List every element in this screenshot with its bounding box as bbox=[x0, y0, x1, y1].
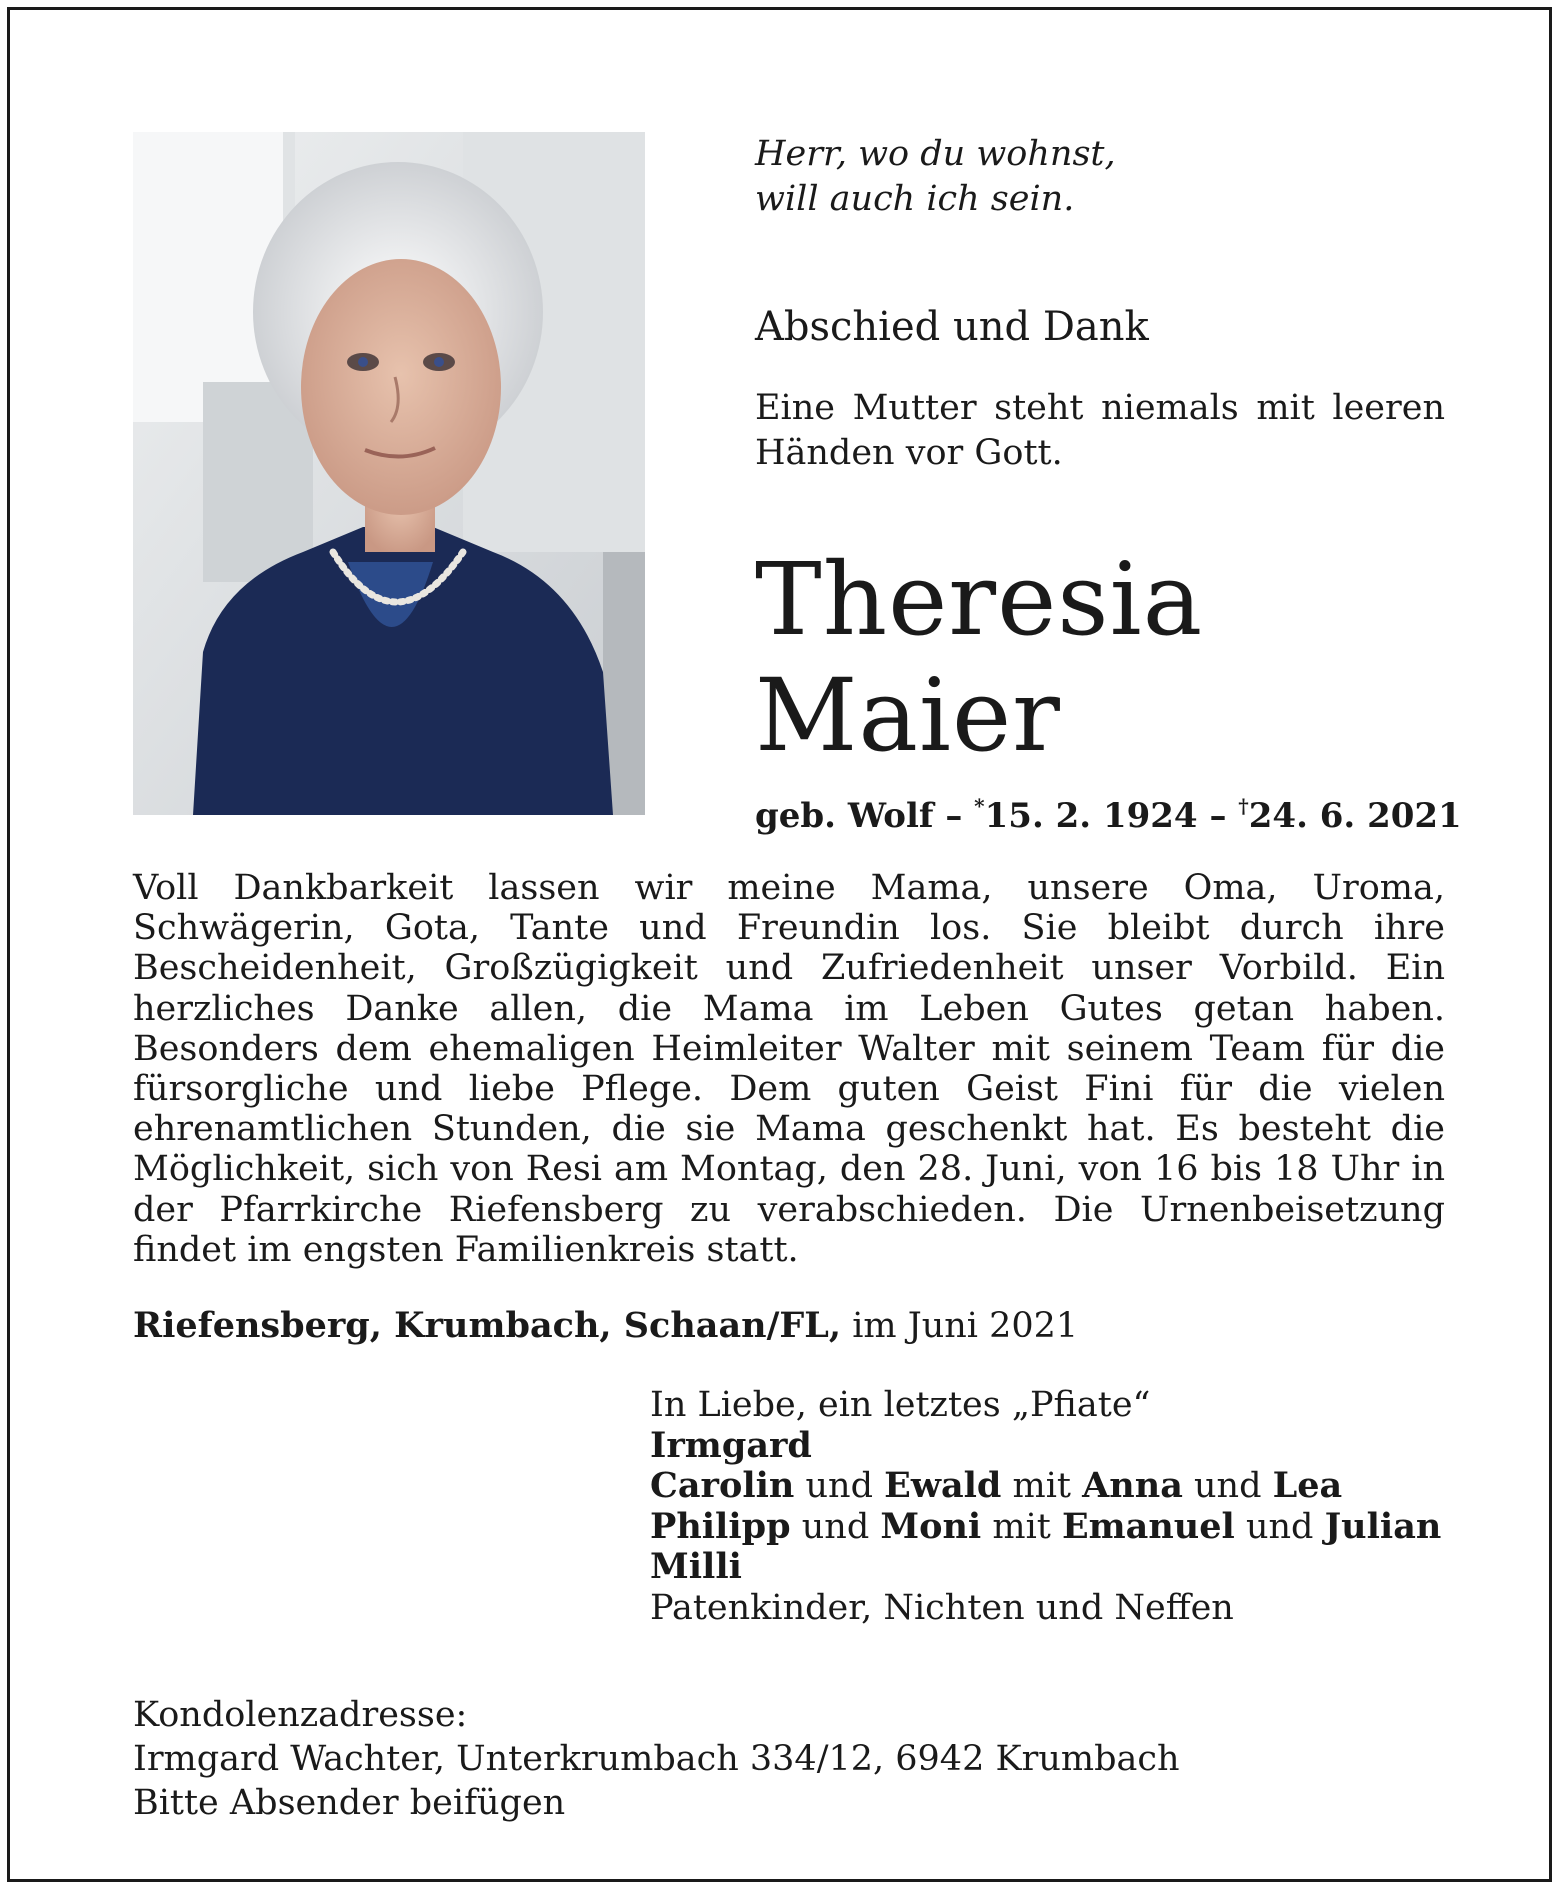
quote: Eine Mutter steht niemals mit leeren Händen vor Gott. bbox=[755, 388, 1445, 473]
signature-row bbox=[650, 1466, 1450, 1507]
family-name: Lea bbox=[1272, 1465, 1343, 1506]
connector: und bbox=[1245, 1506, 1314, 1547]
death-symbol: † bbox=[1238, 794, 1249, 818]
signatures bbox=[650, 1385, 1450, 1628]
farewell-title: Abschied und Dank bbox=[755, 304, 1149, 350]
signature-row bbox=[650, 1507, 1450, 1548]
deceased-name bbox=[755, 542, 1203, 774]
separator: – bbox=[945, 796, 963, 836]
motto bbox=[755, 132, 1355, 222]
separator: – bbox=[1209, 796, 1227, 836]
birth-name: geb. Wolf bbox=[755, 796, 934, 836]
family-name: Ewald bbox=[884, 1465, 1002, 1506]
family-name: Milli bbox=[650, 1546, 742, 1587]
signatures-others: Patenkinder, Nichten und Neffen bbox=[650, 1587, 1234, 1628]
condolence-note: Bitte Absender beifügen bbox=[133, 1783, 566, 1823]
death-date: 24. 6. 2021 bbox=[1248, 796, 1462, 836]
connector: und bbox=[805, 1466, 873, 1506]
first-name: Theresia bbox=[755, 541, 1204, 658]
connector: und bbox=[1194, 1466, 1262, 1506]
condolence-label: Kondolenzadresse: bbox=[133, 1695, 468, 1735]
connector: und bbox=[801, 1506, 870, 1547]
place-date-line bbox=[133, 1303, 1078, 1349]
portrait-photo bbox=[133, 132, 645, 815]
last-name: Maier bbox=[755, 657, 1061, 774]
signatures-intro: In Liebe, ein letztes „Pfiate“ bbox=[650, 1385, 1151, 1425]
month-year: im Juni 2021 bbox=[852, 1306, 1079, 1346]
motto-line-2: will auch ich sein. bbox=[755, 179, 1075, 219]
obituary-notice bbox=[7, 7, 1552, 1882]
family-name: Emanuel bbox=[1061, 1505, 1235, 1547]
signature-row bbox=[650, 1547, 1450, 1588]
family-name: Irmgard bbox=[650, 1424, 812, 1466]
condolence-address-line: Irmgard Wachter, Unterkrumbach 334/12, 6942 Krumbach bbox=[133, 1739, 1180, 1779]
family-name: Carolin bbox=[650, 1465, 795, 1506]
family-name: Julian bbox=[1324, 1505, 1442, 1547]
life-dates bbox=[755, 784, 1462, 838]
family-name: Moni bbox=[880, 1505, 982, 1547]
connector: mit bbox=[992, 1506, 1051, 1547]
places: Riefensberg, Krumbach, Schaan/FL, bbox=[133, 1305, 842, 1346]
signature-row bbox=[650, 1426, 1450, 1467]
motto-line-1: Herr, wo du wohnst, bbox=[755, 134, 1116, 174]
birth-symbol: * bbox=[974, 794, 985, 818]
family-name: Philipp bbox=[650, 1505, 791, 1547]
connector: mit bbox=[1012, 1466, 1071, 1506]
condolence-address bbox=[133, 1693, 1180, 1825]
body-text: Voll Dankbarkeit lassen wir meine Mama, unsere Oma, Uroma, Schwägerin, Gota, Tante und Freundin los. Sie bleibt durch ihre Bescheidenheit, Großzügigkeit und Zufriedenheit unser Vorbild. Ein herzliches Danke allen, die Mama im Leben Gutes getan haben. Besonders dem ehemaligen Heimleiter Walter mit seinem Team für die fürsorgliche und liebe Pflege. Dem guten Geist Fini für die vielen ehrenamtlichen Stunden, die sie Mama geschenkt hat. Es besteht die Möglichkeit, sich von Resi am Montag, den 28. Juni, von 16 bis 18 Uhr in der Pfarrkirche Riefensberg zu verabschieden. Die Urnenbeisetzung findet im engsten Familienkreis statt. bbox=[133, 868, 1445, 1270]
birth-date: 15. 2. 1924 bbox=[984, 796, 1198, 836]
family-name: Anna bbox=[1082, 1465, 1183, 1506]
